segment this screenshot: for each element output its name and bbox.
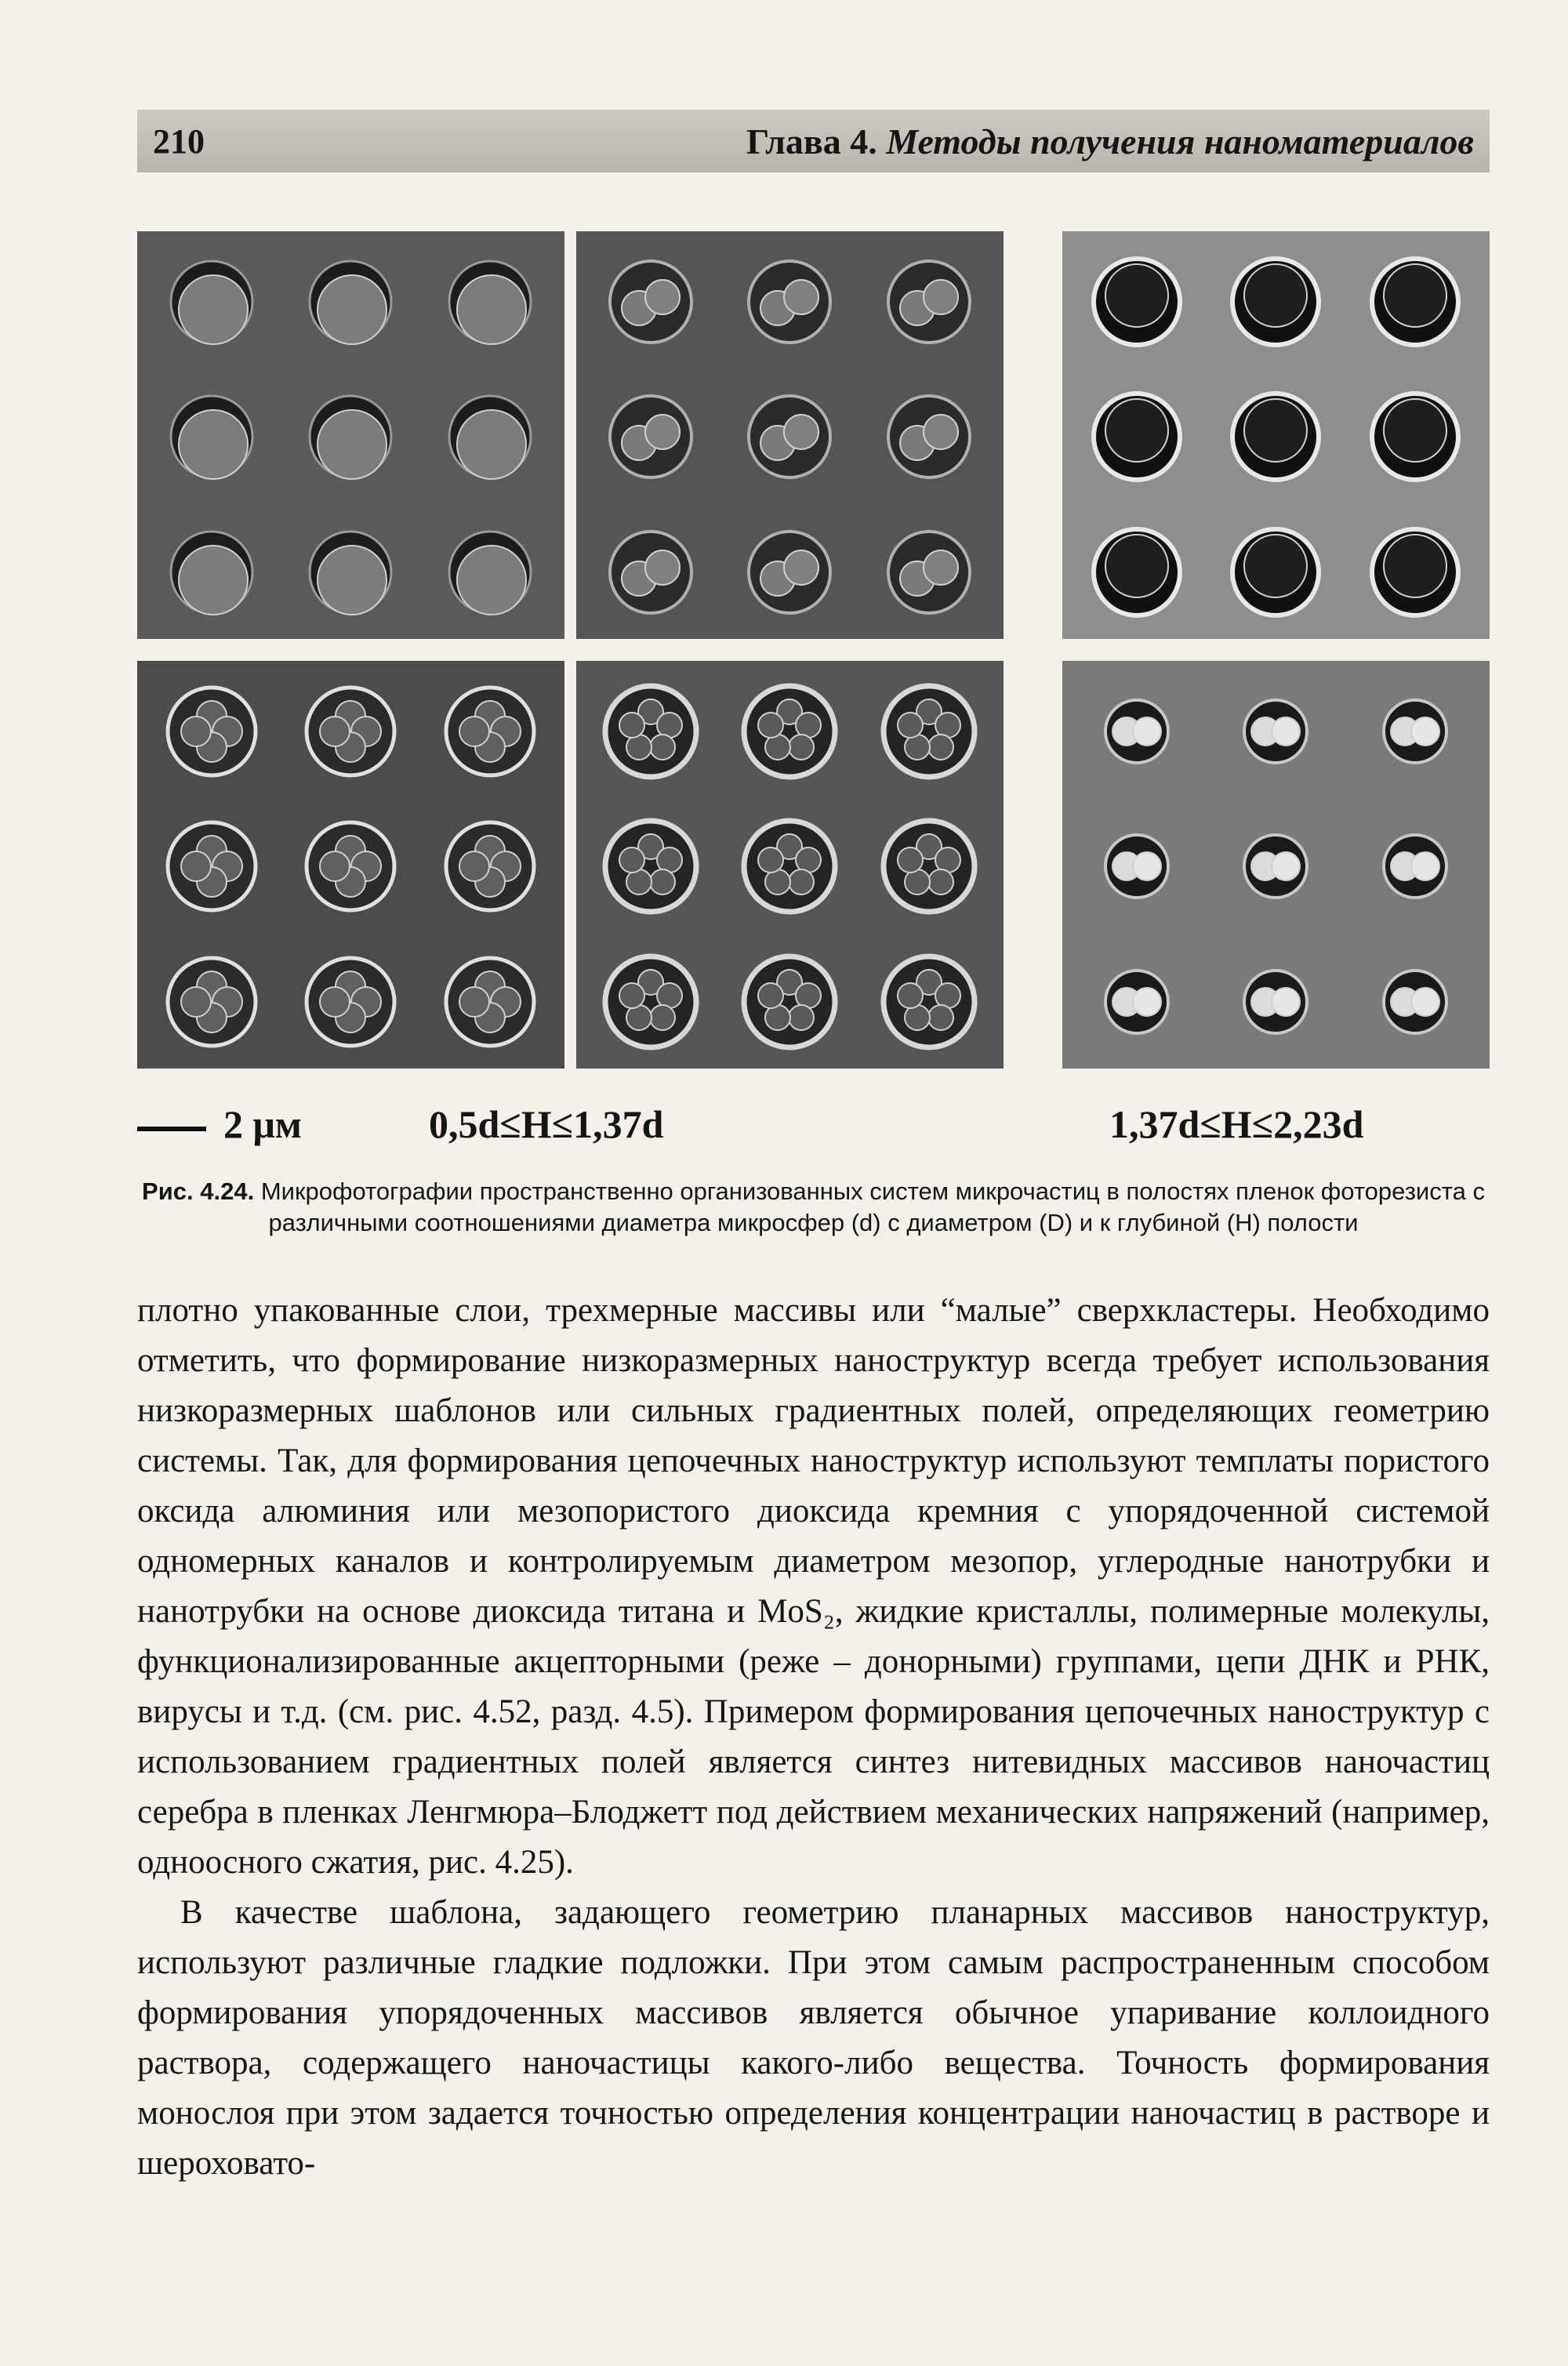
micrograph-panel-single-sphere: [137, 231, 564, 639]
cavity: [1244, 971, 1307, 1033]
page-number: 210: [153, 122, 205, 161]
cavity: [1244, 700, 1307, 763]
cavity: [749, 261, 830, 343]
cavity: [744, 686, 835, 777]
paragraph: плотно упакованные слои, трехмерные массивы или “малые” сверхкластеры. Необходимо отметить, что формирование низкоразмерных наноструктур всегда требует использования низкоразмерных шаблонов или сильных градиентных полей, определяющих геометрию системы. Так, для формирования цепочечных наноструктур используют темплаты пористого оксида алюминия или мезопористого диоксида кремния с упорядоченной системой одномерных каналов и контролируемым диаметром мезопор, углеродные нанотрубки и нанотрубки на основе диоксида титана и MoS₂, жидкие кристаллы, полимерные молекулы, функционализированные акцепторными (реже – донорными) группами, цепи ДНК и РНК, вирусы и т.д. (см. рис. 4.52, разд. 4.5). Примером формирования цепочечных наноструктур с использованием градиентных полей является синтез нитевидных массивов наночастиц серебра в пленках Ленгмюра–Блоджетт под действием механических напряжений (например, одноосного сжатия, рис. 4.25).: [137, 1292, 1490, 1881]
range-label-left: 0,5d≤H≤1,37d: [429, 1102, 664, 1146]
micrograph-panel-four-spheres: [137, 661, 564, 1069]
cavity: [884, 821, 975, 912]
cavity: [605, 821, 696, 912]
cavity: [1372, 259, 1458, 345]
range-label-right: 1,37d≤H≤2,23d: [1109, 1102, 1364, 1146]
figure-caption: [137, 1176, 1490, 1239]
cavity: [1232, 394, 1319, 480]
cavity: [1094, 394, 1180, 480]
cavity: [1232, 259, 1319, 345]
scale-label: 2 μм: [223, 1102, 302, 1146]
figure-4-24: [137, 231, 1490, 1086]
cavity: [446, 822, 534, 910]
caption-text: Микрофотографии пространственно организованных систем микрочастиц в полостях пленок фоторезиста с различными соотношениями диаметра микросфер (d) с диаметром (D) и к глубиной (H) полости: [260, 1178, 1485, 1236]
micrograph-panel-deep-pairs: [1062, 661, 1490, 1069]
cavity: [888, 261, 970, 343]
cavity: [171, 532, 252, 615]
cavity: [168, 958, 256, 1046]
cavity: [171, 261, 252, 344]
cavity: [605, 956, 696, 1047]
cavity: [307, 822, 394, 910]
micrograph-panel-five-spheres: [576, 661, 1004, 1069]
cavity: [171, 396, 252, 479]
cavity: [888, 532, 970, 613]
cavity: [610, 261, 691, 343]
cavity: [744, 956, 835, 1047]
cavity: [1384, 835, 1446, 898]
cavity: [310, 532, 391, 615]
cavity: [449, 261, 531, 344]
cavity: [605, 686, 696, 777]
running-title: [746, 121, 1474, 162]
cavity: [749, 396, 830, 477]
cavity: [610, 396, 691, 477]
figure-labels: [137, 1101, 1490, 1156]
running-header: [137, 110, 1490, 172]
cavity: [744, 821, 835, 912]
cavity: [446, 958, 534, 1046]
scale-bar: [137, 1127, 206, 1131]
cavity: [888, 396, 970, 477]
cavity: [749, 532, 830, 613]
cavity: [1232, 529, 1319, 615]
cavity: [1372, 529, 1458, 615]
cavity: [884, 956, 975, 1047]
cavity: [446, 688, 534, 775]
cavity: [449, 396, 531, 479]
cavity: [1105, 971, 1168, 1033]
cavity: [1094, 259, 1180, 345]
paragraph: В качестве шаблона, задающего геометрию планарных массивов наноструктур, используют различные гладкие подложки. При этом самым распространенным способом формирования упорядоченных массивов является обычное упаривание коллоидного раствора, содержащего наночастицы какого-либо вещества. Точность формирования монослоя при этом задается точностью определения концентрации наночастиц в растворе и шероховато-: [137, 1894, 1490, 2182]
micrograph-panel-two-spheres: [576, 231, 1004, 639]
chapter-title: Методы получения наноматериалов: [886, 121, 1474, 161]
cavity: [1105, 700, 1168, 763]
cavity: [168, 822, 256, 910]
micrograph-panel-deep-single: [1062, 231, 1490, 639]
cavity: [1094, 529, 1180, 615]
cavity: [310, 396, 391, 479]
cavity: [610, 532, 691, 613]
caption-label: Рис. 4.24.: [142, 1178, 255, 1205]
body-text: [137, 1286, 1490, 2189]
cavity: [1384, 700, 1446, 763]
cavity: [310, 261, 391, 344]
cavity: [884, 686, 975, 777]
cavity: [1105, 835, 1168, 898]
cavity: [1372, 394, 1458, 480]
cavity: [449, 532, 531, 615]
cavity: [307, 958, 394, 1046]
chapter-number: Глава 4.: [746, 121, 877, 161]
cavity: [307, 688, 394, 775]
cavity: [1244, 835, 1307, 898]
cavity: [168, 688, 256, 775]
cavity: [1384, 971, 1446, 1033]
